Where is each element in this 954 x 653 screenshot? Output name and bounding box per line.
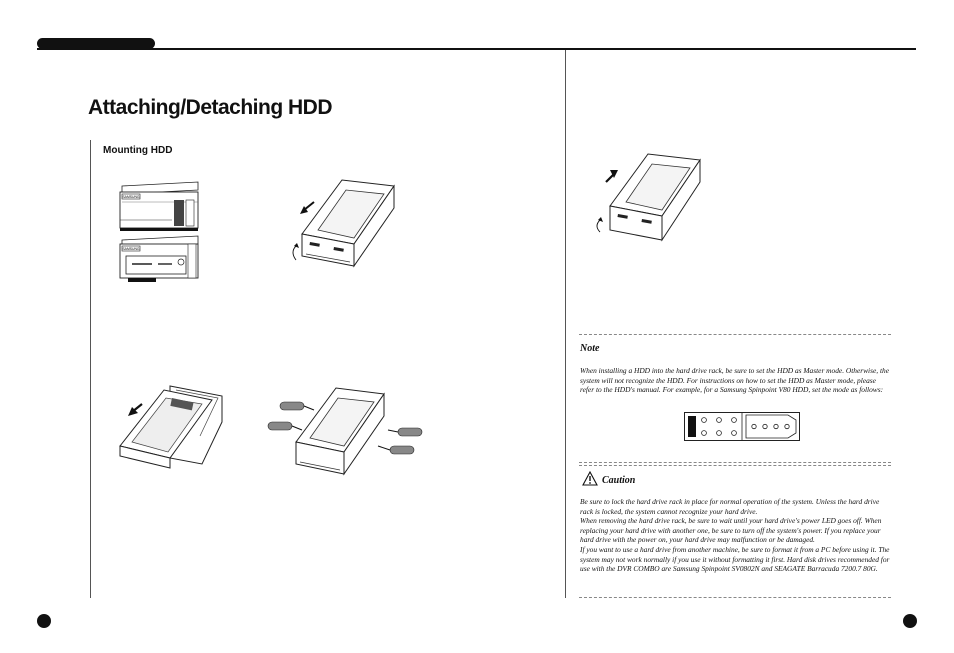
note-divider-top: [579, 334, 891, 335]
warning-triangle-icon: [582, 471, 598, 491]
corner-mark-right: [903, 614, 917, 628]
hdd-rack-insert-illustration: [284, 172, 404, 272]
hdd-slide-in-illustration: [114, 376, 226, 472]
caution-paragraph-1: Be sure to lock the hard drive rack in place for normal operation of the system. Unless the hard drive rack is locked, the system cannot recognize your hard drive.: [580, 497, 880, 516]
caution-paragraph-3: If you want to use a hard drive from another machine, be sure to format it from a PC before using it. The system may not work normally if you use it without formatting it first. Hard disk drives recommended for use with the DVR COMBO are Samsung Spinpoint SV0802N and SEAGATE Barracuda 7200.7 80G.: [580, 544, 890, 574]
dvr-brand-top: SAMSUNG: [122, 195, 140, 199]
hdd-screw-illustration: [266, 380, 426, 476]
note-title: Note: [580, 343, 600, 354]
caution-divider-top-1: [579, 462, 891, 463]
corner-mark-left: [37, 614, 51, 628]
caution-divider-bottom: [579, 597, 891, 598]
jumper-pin-diagram: [684, 412, 800, 441]
note-body: When installing a HDD into the hard drive rack, be sure to set the HDD as Master mode. Otherwise, the system will not recognize the HDD. For instructions on how to set the HDD as Master mode, please refer to the HDD's manual. For example, for a Samsung Spinpoint V80 HDD, set the mode as follows:: [580, 366, 889, 395]
page-divider: [565, 50, 566, 598]
section-heading: Mounting HDD: [103, 145, 173, 156]
hdd-rack-remove-illustration: [592, 150, 712, 246]
caution-divider-top-2: [579, 465, 891, 466]
page-title: Attaching/Detaching HDD: [88, 96, 333, 119]
section-rule: [90, 140, 91, 598]
header-rule: [37, 48, 916, 50]
caution-title: Caution: [602, 475, 636, 486]
dvr-units-illustration: [112, 178, 202, 284]
dvr-brand-bottom: SAMSUNG: [122, 247, 140, 251]
caution-body: [580, 497, 890, 574]
caution-paragraph-2: When removing the hard drive rack, be sure to wait until your hard drive's power LED goes off. When replacing your hard drive with another one, be sure to turn off the system's power. If you replace your hard drive with the power on, your hard drive may malfunction or be damaged.: [580, 516, 882, 545]
